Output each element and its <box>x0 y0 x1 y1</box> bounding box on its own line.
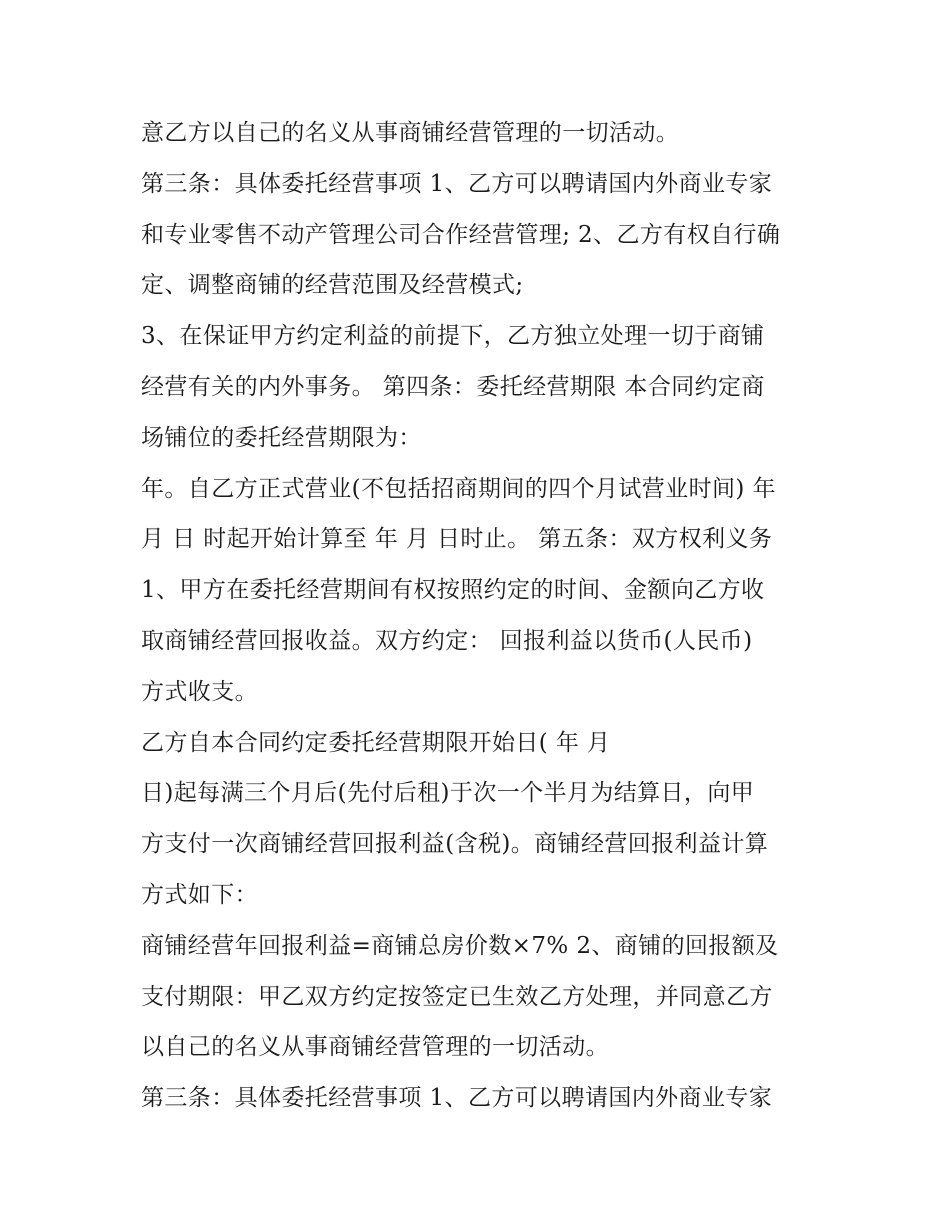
text-line: 取商铺经营回报收益。双方约定： 回报利益以货币(人民币) <box>141 627 753 654</box>
text-line: 定、调整商铺的经营范围及经营模式; <box>141 272 524 299</box>
text-line: 方支付一次商铺经营回报利益(含税)。商铺经营回报利益计算 <box>141 831 769 858</box>
text-line: 日)起每满三个月后(先付后租)于次一个半月为结算日，向甲 <box>141 780 755 807</box>
text-line: 方式收支。 <box>141 678 258 705</box>
text-line: 和专业零售不动产管理公司合作经营管理; 2、乙方有权自行确 <box>141 221 781 248</box>
text-line: 第三条：具体委托经营事项 1、乙方可以聘请国内外商业专家 <box>141 1085 773 1112</box>
text-line: 年。自乙方正式营业(不包括招商期间的四个月试营业时间) 年 <box>141 475 776 502</box>
text-line: 方式如下： <box>141 881 258 908</box>
text-line: 3、在保证甲方约定利益的前提下，乙方独立处理一切于商铺 <box>141 323 765 350</box>
text-line: 经营有关的内外事务。 第四条：委托经营期限 本合同约定商 <box>141 373 765 400</box>
document-body <box>141 108 831 1124</box>
text-line: 场铺位的委托经营期限为： <box>141 424 422 451</box>
text-line: 乙方自本合同约定委托经营期限开始日( 年 月 <box>141 729 611 756</box>
text-line: 意乙方以自己的名义从事商铺经营管理的一切活动。 <box>141 120 680 146</box>
text-line: 1、甲方在委托经营期间有权按照约定的时间、金额向乙方收 <box>141 577 765 604</box>
text-line: 月 日 时起开始计算至 年 月 日时止。 第五条：双方权利义务 <box>141 526 773 553</box>
text-line: 商铺经营年回报利益=商铺总房价数×7% 2、商铺的回报额及 <box>141 932 779 959</box>
text-line: 支付期限：甲乙双方约定按签定已生效乙方处理，并同意乙方 <box>141 983 773 1010</box>
text-line: 以自己的名义从事商铺经营管理的一切活动。 <box>141 1034 609 1061</box>
text-line: 第三条：具体委托经营事项 1、乙方可以聘请国内外商业专家 <box>141 170 773 197</box>
